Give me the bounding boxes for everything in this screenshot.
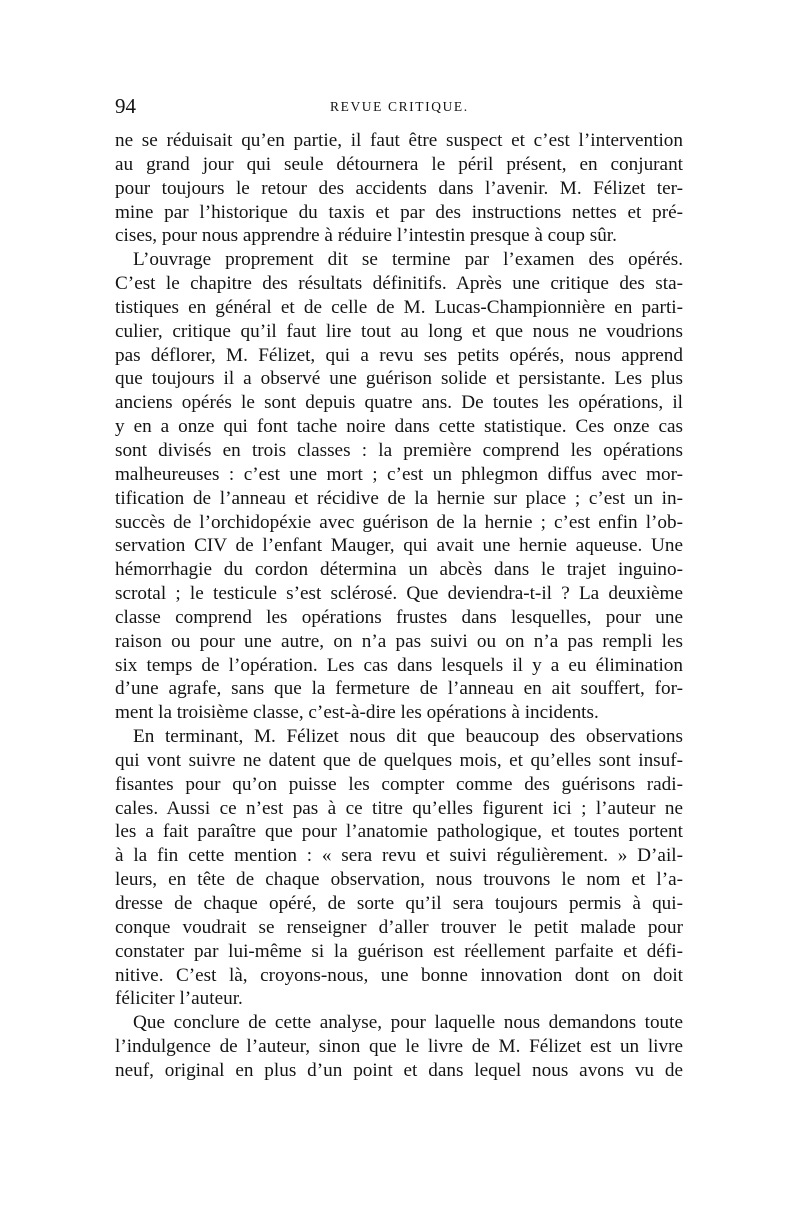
text-line: scrotal ; le testicule s’est sclérosé. Que deviendra-t-il ? La deuxième	[115, 583, 683, 605]
text-line: dresse de chaque opéré, de sorte qu’il sera toujours permis à qui-	[115, 893, 683, 914]
text-line: d’une agrafe, sans que la fermeture de l’anneau en ait souffert, for-	[115, 678, 683, 700]
text-line: que toujours il a observé une guérison solide et persistante. Les plus	[115, 368, 683, 390]
text-line: succès de l’orchidopéxie avec guérison de la hernie ; c’est enfin l’ob-	[115, 511, 683, 533]
text-line: ne se réduisait qu’en partie, il faut être suspect et c’est l’intervention	[115, 130, 683, 151]
text-line: conque voudrait se renseigner d’aller trouver le petit malade pour	[115, 916, 683, 938]
text-line: Que conclure de cette analyse, pour laquelle nous demandons toute	[133, 1012, 683, 1034]
text-line: raison ou pour une autre, on n’a pas suivi ou on n’a pas rempli les	[115, 630, 683, 652]
text-line: pour toujours le retour des accidents dans l’avenir. M. Félizet ter-	[115, 177, 683, 199]
text-line: mine par l’historique du taxis et par des instructions nettes et pré-	[115, 201, 683, 223]
text-line: neuf, original en plus d’un point et dans lequel nous avons vu de	[115, 1059, 683, 1081]
text-line: féliciter l’auteur.	[115, 988, 243, 1010]
text-line: anciens opérés le sont depuis quatre ans. De toutes les opérations, il	[115, 392, 683, 414]
text-line: à la fin cette mention : « sera revu et suivi régulièrement. » D’ail-	[115, 845, 683, 867]
text-line: classe comprend les opérations frustes dans lesquelles, pour une	[115, 606, 683, 628]
text-line: cales. Aussi ce n’est pas à ce titre qu’elles figurent ici ; l’auteur ne	[115, 797, 683, 819]
text-line: leurs, en tête de chaque observation, nous trouvons le nom et l’a-	[115, 869, 683, 891]
body-text	[115, 129, 683, 1083]
page-header	[115, 94, 685, 118]
text-line: cises, pour nous apprendre à réduire l’intestin presque à coup sûr.	[115, 225, 617, 247]
text-line: hémorrhagie du cordon détermina un abcès dans le trajet inguino-	[115, 559, 683, 581]
running-title: REVUE CRITIQUE.	[330, 99, 469, 114]
text-line: au grand jour qui seule détournera le péril présent, en conjurant	[115, 153, 683, 175]
text-line: tification de l’anneau et récidive de la hernie sur place ; c’est un in-	[115, 487, 683, 509]
text-line: l’indulgence de l’auteur, sinon que le livre de M. Félizet est un livre	[115, 1036, 683, 1058]
text-line: sont divisés en trois classes : la première comprend les opérations	[115, 439, 683, 461]
text-line: six temps de l’opération. Les cas dans lesquels il y a eu élimination	[115, 654, 683, 676]
text-line: servation CIV de l’enfant Mauger, qui avait une hernie aqueuse. Une	[115, 535, 683, 557]
text-line: pas déflorer, M. Félizet, qui a revu ses petits opérés, nous apprend	[115, 344, 683, 366]
text-line: C’est le chapitre des résultats définitifs. Après une critique des sta-	[115, 273, 683, 295]
page-number: 94	[115, 94, 136, 118]
text-line: qui vont suivre ne datent que de quelques mois, et qu’elles sont insuf-	[115, 749, 683, 771]
text-line: culier, critique qu’il faut lire tout au long et que nous ne voudrions	[115, 320, 683, 342]
text-line: nitive. C’est là, croyons-nous, une bonne innovation dont on doit	[115, 964, 683, 986]
text-line: fisantes pour qu’on puisse les compter comme des guérisons radi-	[115, 773, 683, 795]
text-line: tistiques en général et de celle de M. Lucas-Championnière en parti-	[115, 296, 683, 318]
text-line: ment la troisième classe, c’est-à-dire les opérations à incidents.	[115, 702, 599, 724]
text-line: malheureuses : c’est une mort ; c’est un phlegmon diffus avec mor-	[115, 463, 683, 485]
text-line: constater par lui-même si la guérison est réellement parfaite et défi-	[115, 940, 683, 962]
text-line: y en a onze qui font tache noire dans cette statistique. Ces onze cas	[115, 416, 683, 438]
text-line: En terminant, M. Félizet nous dit que beaucoup des observations	[133, 726, 683, 748]
text-line: L’ouvrage proprement dit se termine par l’examen des opérés.	[133, 249, 683, 271]
text-line: les a fait paraître que pour l’anatomie pathologique, et toutes portent	[115, 821, 683, 843]
